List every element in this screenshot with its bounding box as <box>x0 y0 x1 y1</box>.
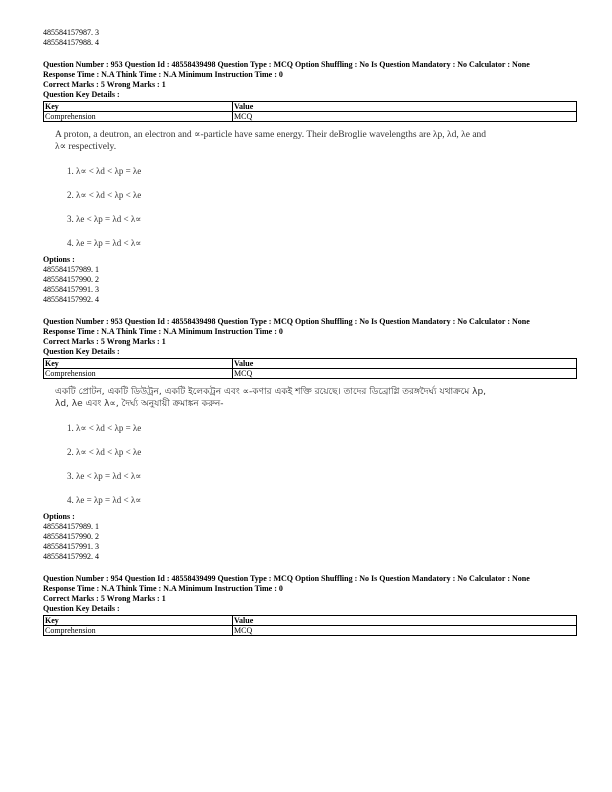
key-cell: Comprehension <box>44 369 233 379</box>
key-value-table <box>43 358 577 379</box>
option-line: 485584157990. 2 <box>43 532 99 541</box>
key-details-label: Question Key Details : <box>43 604 120 613</box>
key-details-label: Question Key Details : <box>43 347 120 356</box>
question-image <box>55 386 577 506</box>
option-line: 485584157988. 4 <box>43 38 99 47</box>
question-header: Question Number : 953 Question Id : 48558439498 Question Type : MCQ Option Shuffling : No Is Question Mandatory : No Calculator : None <box>43 60 530 69</box>
answer-choice: 1. λ∝ < λd < λp = λe <box>67 423 142 433</box>
options-label: Options : <box>43 255 75 264</box>
marks-line: Correct Marks : 5 Wrong Marks : 1 <box>43 337 166 346</box>
marks-line: Correct Marks : 5 Wrong Marks : 1 <box>43 80 166 89</box>
answer-choice: 3. λe < λp = λd < λ∝ <box>67 471 142 481</box>
marks-line: Correct Marks : 5 Wrong Marks : 1 <box>43 594 166 603</box>
option-line: 485584157992. 4 <box>43 552 99 561</box>
question-image <box>55 129 577 249</box>
option-line: 485584157991. 3 <box>43 285 99 294</box>
key-header: Key <box>44 102 233 112</box>
option-line: 485584157989. 1 <box>43 265 99 274</box>
question-header: Question Number : 953 Question Id : 48558439498 Question Type : MCQ Option Shuffling : No Is Question Mandatory : No Calculator : None <box>43 317 530 326</box>
key-cell: Comprehension <box>44 626 233 636</box>
value-header: Value <box>233 616 577 626</box>
key-details-label: Question Key Details : <box>43 90 120 99</box>
key-value-table <box>43 615 577 636</box>
key-cell: Comprehension <box>44 112 233 122</box>
answer-choice: 4. λe = λp = λd < λ∝ <box>67 495 142 505</box>
key-value-table <box>43 101 577 122</box>
value-cell: MCQ <box>233 112 577 122</box>
document-page <box>43 28 577 636</box>
option-line: 485584157987. 3 <box>43 28 99 37</box>
question-header: Question Number : 954 Question Id : 48558439499 Question Type : MCQ Option Shuffling : No Is Question Mandatory : No Calculator : None <box>43 574 530 583</box>
option-line: 485584157989. 1 <box>43 522 99 531</box>
option-line: 485584157991. 3 <box>43 542 99 551</box>
response-time: Response Time : N.A Think Time : N.A Minimum Instruction Time : 0 <box>43 584 283 593</box>
question-block <box>43 317 577 562</box>
response-time: Response Time : N.A Think Time : N.A Minimum Instruction Time : 0 <box>43 70 283 79</box>
answer-choice: 4. λe = λp = λd < λ∝ <box>67 238 142 248</box>
answer-choice: 2. λ∝ < λd < λp < λe <box>67 447 142 457</box>
question-text: একটি প্রোটন, একটি ডিউট্রন, একটি ইলেকট্রন এবং ∝-কণার একই শক্তি রয়েছে। তাদের ডিব্রোগ্লি তরঙ্গদৈর্ঘ্য যথাক্রমে λp, λd, λe এবং λ∝, দৈর্ঘ্য অনুযায়ী ক্রমাঙ্কন করুন- <box>55 387 487 409</box>
question-text: A proton, a deutron, an electron and ∝-particle have same energy. Their deBroglie wavelengths are λp, λd, λe and λ∝ respectively. <box>55 130 487 152</box>
response-time: Response Time : N.A Think Time : N.A Minimum Instruction Time : 0 <box>43 327 283 336</box>
value-header: Value <box>233 102 577 112</box>
question-block <box>43 574 577 636</box>
options-label: Options : <box>43 512 75 521</box>
value-cell: MCQ <box>233 369 577 379</box>
answer-choice: 3. λe < λp = λd < λ∝ <box>67 214 142 224</box>
answer-choice: 1. λ∝ < λd < λp = λe <box>67 166 142 176</box>
key-header: Key <box>44 616 233 626</box>
key-header: Key <box>44 359 233 369</box>
option-line: 485584157990. 2 <box>43 275 99 284</box>
question-block <box>43 60 577 305</box>
option-line: 485584157992. 4 <box>43 295 99 304</box>
answer-choice: 2. λ∝ < λd < λp < λe <box>67 190 142 200</box>
value-header: Value <box>233 359 577 369</box>
value-cell: MCQ <box>233 626 577 636</box>
